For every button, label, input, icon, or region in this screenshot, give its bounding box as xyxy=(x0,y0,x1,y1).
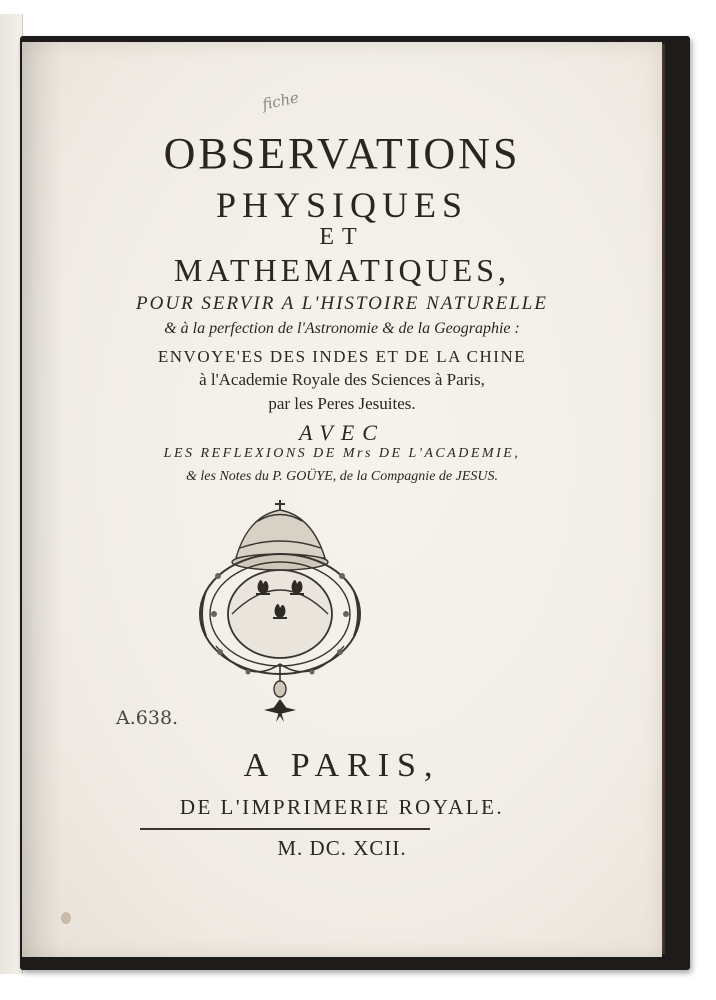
imprint-rule xyxy=(140,828,430,830)
notes-line: & les Notes du P. GOÜYE, de la Compagnie de JESUS. xyxy=(186,469,498,484)
subtitle-line-1: POUR SERVIR A L'HISTOIRE NATURELLE xyxy=(136,293,548,314)
subtitle-line-4: à l'Academie Royale des Sciences à Paris, xyxy=(199,370,485,389)
royal-arms-emblem xyxy=(188,496,373,741)
subtitle-line-2: & à la perfection de l'Astronomie & de la Geographie : xyxy=(164,320,520,337)
title-line-et: ET xyxy=(319,224,365,250)
title-line-observations: OBSERVATIONS xyxy=(163,129,521,178)
reflexions-line: LES REFLEXIONS DE Mrs DE L'ACADEMIE, xyxy=(163,446,521,461)
title-line-mathematiques: MATHEMATIQUES, xyxy=(174,252,510,288)
title-line-physiques: PHYSIQUES xyxy=(215,185,469,225)
subtitle-line-3: ENVOYE'ES DES INDES ET DE LA CHINE xyxy=(157,347,527,366)
accession-number: A.638. xyxy=(116,707,179,729)
avec-line: AVEC xyxy=(299,420,385,445)
subtitle-line-5: par les Peres Jesuites. xyxy=(268,394,416,413)
foxing-spot xyxy=(61,912,71,924)
imprint-city: A PARIS, xyxy=(243,747,441,784)
pencil-note: fiche xyxy=(260,88,301,114)
imprint-year: M. DC. XCII. xyxy=(277,836,407,860)
imprint-printer: DE L'IMPRIMERIE ROYALE. xyxy=(179,795,505,819)
